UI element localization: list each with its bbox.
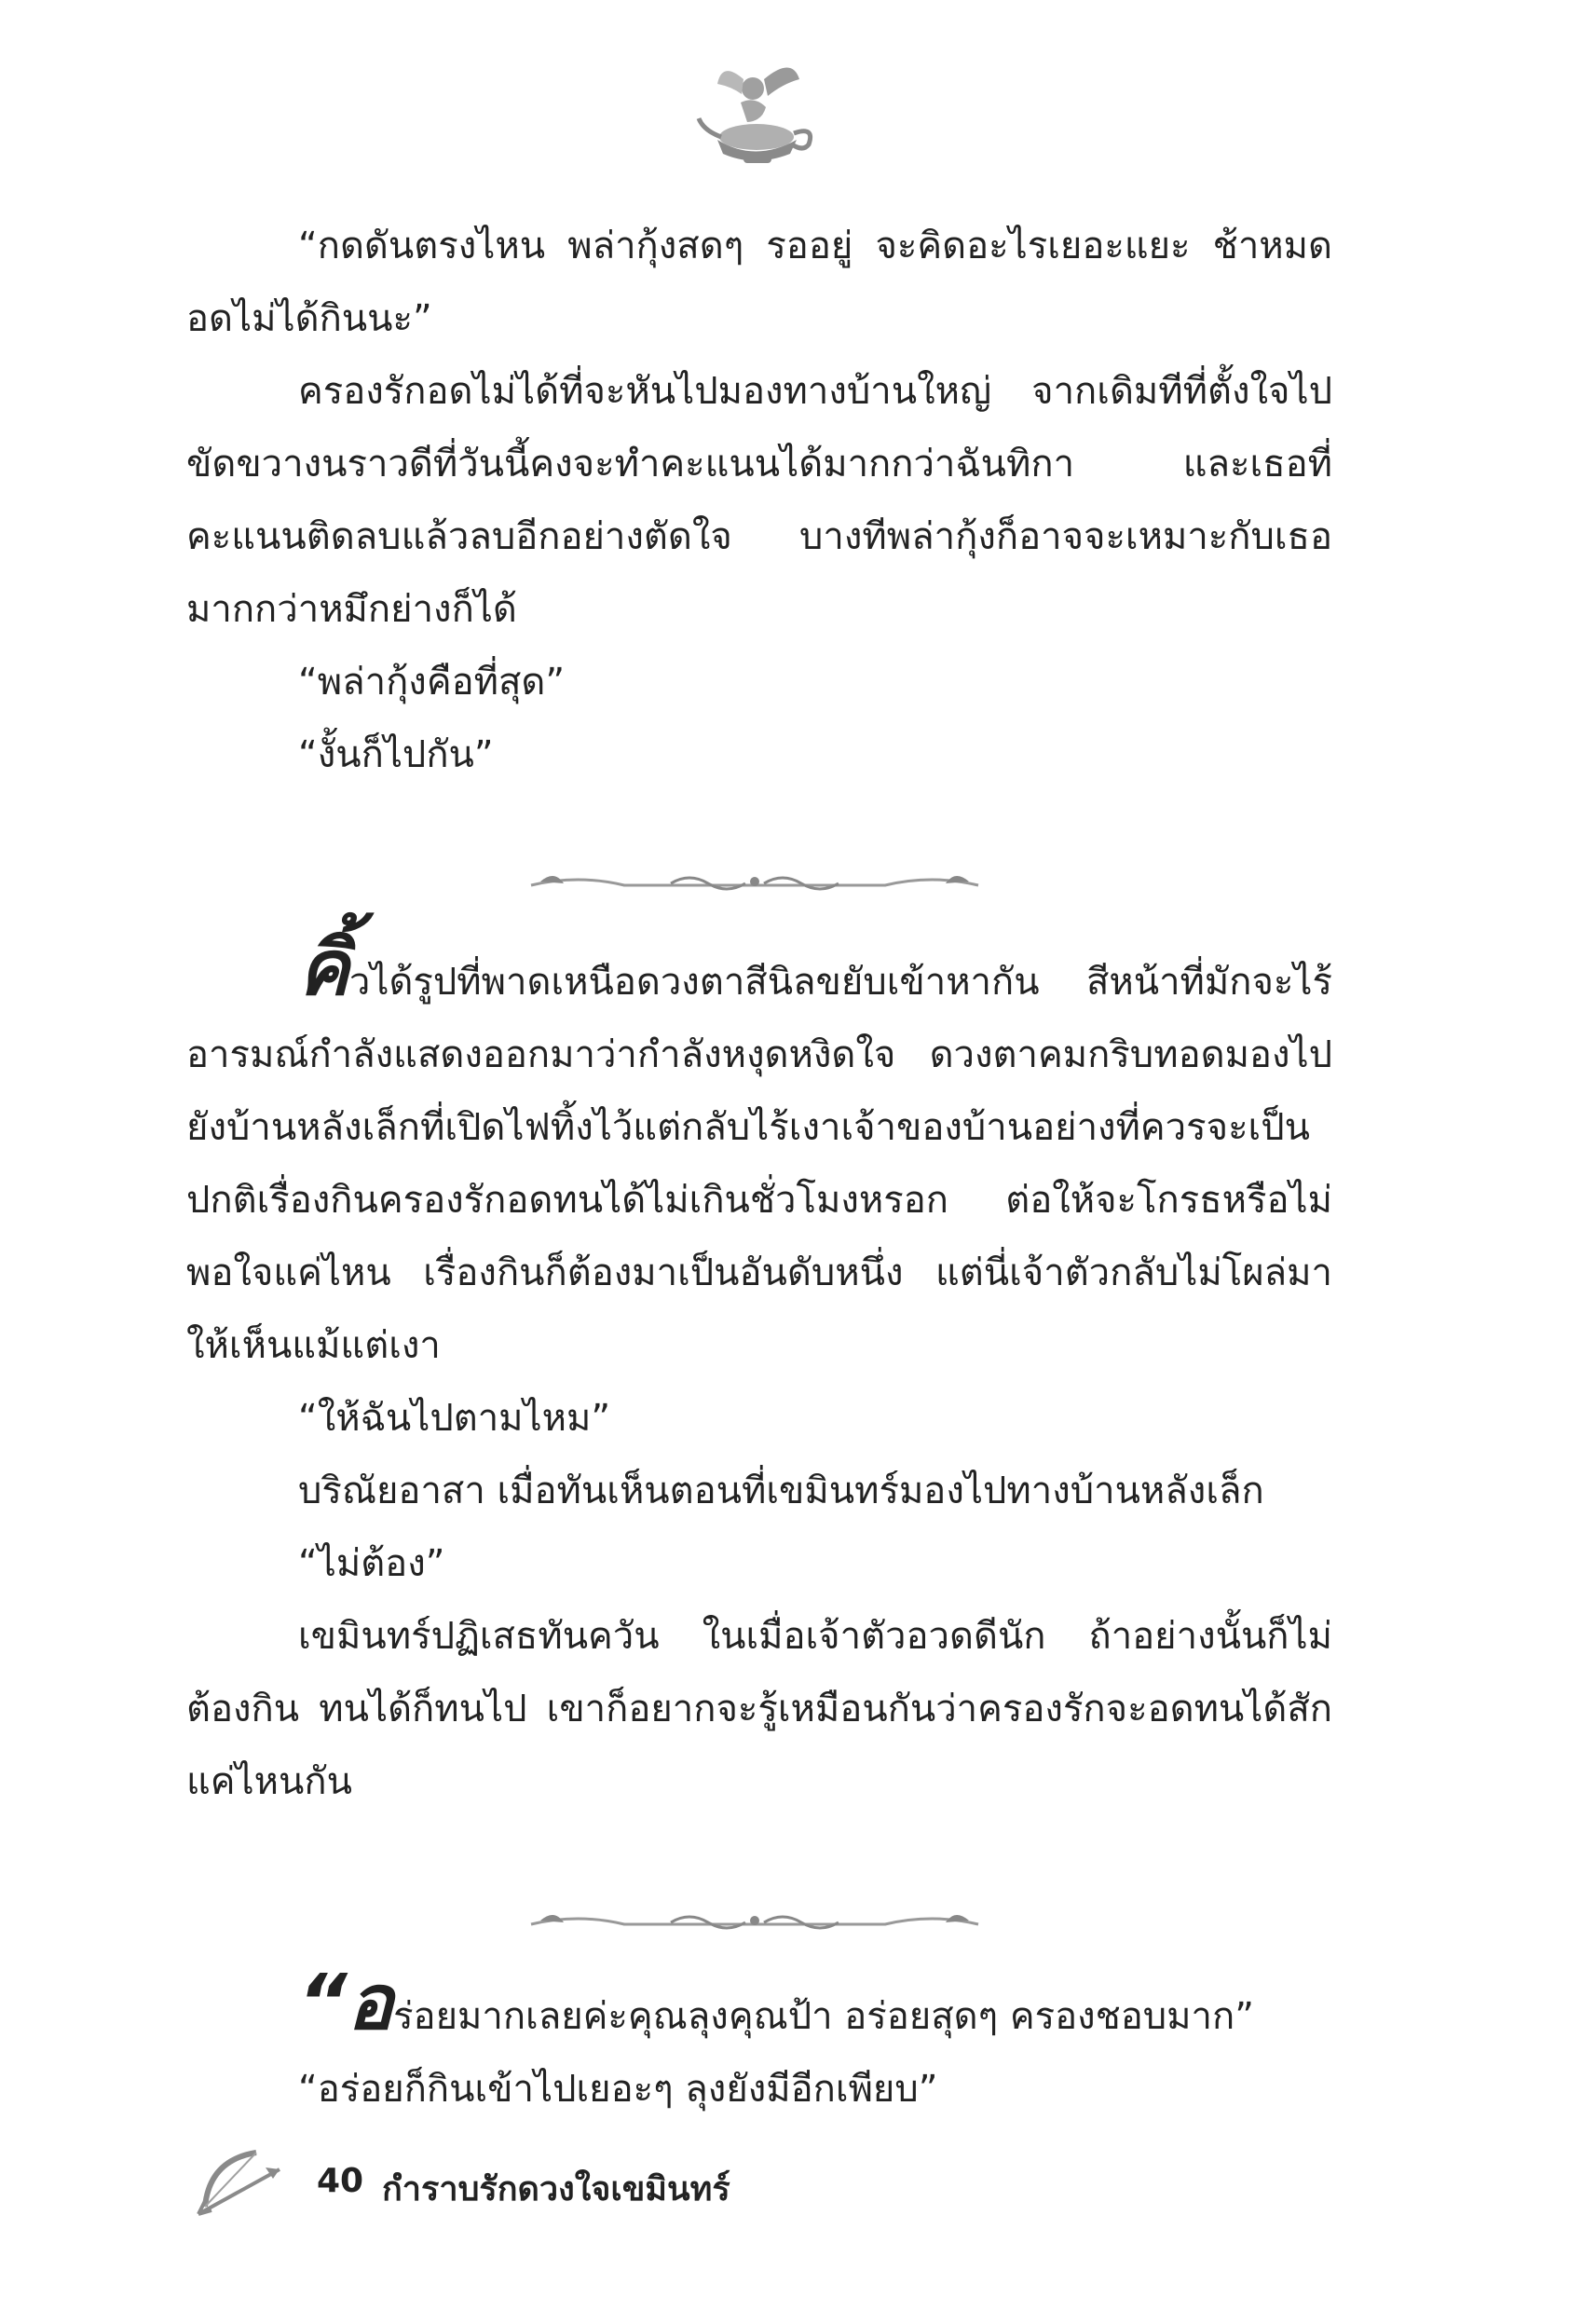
paragraph-dialogue-4: “ให้ฉันไปตามไหม”: [298, 1397, 611, 1440]
paragraph-narration-1: ครองรักอดไม่ได้ที่จะหันไปมองทางบ้านใหญ่ จากเดิมทีที่ตั้งใจไปขัดขวางนราวดีที่วันนี้คงจะทำคะแนนได้มากกว่าฉันทิกา และเธอที่คะแนนติดลบแล้วลบอีกอย่างตัดใจ บางทีพล่ากุ้งก็อาจจะเหมาะกับเธอมากกว่าหมึกย่างก็ได้: [186, 370, 1332, 631]
paragraph-narration-2-rest: วได้รูปที่พาดเหนือดวงตาสีนิลขยับเข้าหากัน สีหน้าที่มักจะไร้อารมณ์กำลังแสดงออกมาว่ากำลังหงุดหงิดใจ ดวงตาคมกริบทอดมองไปยังบ้านหลังเล็กที่เปิดไฟทิ้งไว้แต่กลับไร้เงาเจ้าของบ้านอย่างที่ควรจะเป็น ปกติเรื่องกินครองรักอดทนได้ไม่เกินชั่วโมงหรอก ต่อให้จะโกรธหรือไม่พอใจแค่ไหน เรื่องกินก็ต้องมาเป็นอันดับหนึ่ง แต่นี่เจ้าตัวกลับไม่โผล่มาให้เห็นแม้แต่เงา: [186, 961, 1332, 1367]
bow-and-arrow-icon: [191, 2141, 293, 2225]
paragraph-dialogue-6-rest: ร่อยมากเลยค่ะคุณลุงคุณป้า อร่อยสุดๆ ครองชอบมาก”: [393, 1995, 1254, 2038]
paragraph-narration-3: บริณัยอาสา เมื่อทันเห็นตอนที่เขมินทร์มองไปทางบ้านหลังเล็ก: [298, 1470, 1264, 1512]
cupid-magic-lamp-icon: [689, 51, 820, 172]
paragraph-dialogue-3: “งั้นก็ไปกัน”: [298, 733, 494, 776]
book-title: กำราบรักดวงใจเขมินทร์: [382, 2170, 730, 2208]
paragraph-dialogue-7: “อร่อยก็กินเข้าไปเยอะๆ ลุงยังมีอีกเพียบ”: [298, 2068, 938, 2111]
paragraph-dialogue-1: “กดดันตรงไหน พล่ากุ้งสดๆ รออยู่ จะคิดอะไรเยอะแยะ ช้าหมดอดไม่ได้กินนะ”: [186, 225, 1332, 340]
drop-cap: คิ้: [298, 924, 349, 1013]
floral-divider-icon: [522, 1904, 988, 1941]
paragraph-dialogue-6: [186, 1959, 1332, 2053]
paragraph-narration-4: เขมินทร์ปฏิเสธทันควัน ในเมื่อเจ้าตัวอวดดีนัก ถ้าอย่างนั้นก็ไม่ต้องกิน ทนได้ก็ทนไป เขาก็อยากจะรู้เหมือนกันว่าครองรักจะอดทนได้สักแค่ไหนกัน: [186, 1615, 1332, 1803]
floral-divider-icon: [522, 865, 988, 902]
page-number: 40: [317, 2162, 364, 2200]
paragraph-dialogue-2: “พล่ากุ้งคือที่สุด”: [298, 661, 566, 704]
drop-cap: “อ: [298, 1959, 394, 2047]
page-footer: [191, 2141, 1030, 2225]
paragraph-narration-2: [186, 924, 1332, 1382]
paragraph-dialogue-5: “ไม่ต้อง”: [298, 1542, 445, 1585]
